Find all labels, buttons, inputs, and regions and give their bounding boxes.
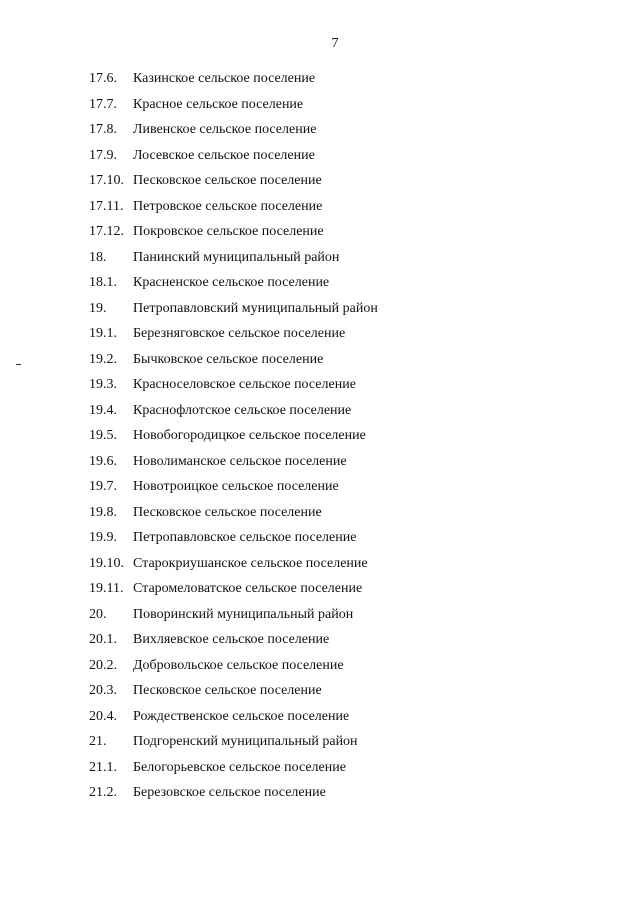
entry-name: Петропавловское сельское поселение — [133, 530, 357, 545]
entry-number: 21.2. — [89, 785, 117, 800]
list-item — [89, 678, 609, 704]
entry-number: 20.2. — [89, 657, 117, 673]
entry-name: Петровское сельское поселение — [133, 198, 323, 214]
entry-number: 19.3. — [89, 377, 117, 392]
list-item — [89, 755, 609, 781]
entry-name: Красненское сельское поселение — [133, 275, 330, 290]
entry-number: 17.6. — [89, 71, 117, 86]
list-item — [89, 270, 609, 296]
list-item — [89, 729, 609, 755]
list-item — [89, 296, 609, 322]
entry-name: Новотроицкое сельское поселение — [133, 479, 339, 494]
list-item — [89, 372, 609, 398]
settlement-list — [89, 66, 609, 806]
entry-number: 19.6. — [89, 453, 117, 469]
entry-number: 17.12. — [89, 224, 124, 239]
entry-number: 19.9. — [89, 530, 117, 545]
entry-number: 18.1. — [89, 275, 117, 290]
entry-number: 21.1. — [89, 759, 117, 775]
entry-name: Березняговское сельское поселение — [133, 326, 346, 341]
entry-name: Песковское сельское поселение — [133, 504, 322, 520]
entry-number: 19.11. — [89, 581, 124, 596]
list-item — [89, 168, 609, 194]
entry-number: 18. — [89, 249, 107, 265]
list-item — [89, 117, 609, 143]
entry-name: Подгоренский муниципальный район — [133, 734, 358, 749]
list-item — [89, 194, 609, 220]
list-item — [89, 219, 609, 245]
entry-number: 20.1. — [89, 632, 117, 647]
list-item — [89, 398, 609, 424]
list-item — [89, 449, 609, 475]
entry-name: Краснофлотское сельское поселение — [133, 402, 352, 418]
entry-name: Добровольское сельское поселение — [133, 657, 344, 673]
list-item — [89, 627, 609, 653]
entry-number: 17.8. — [89, 122, 117, 137]
entry-number: 20.4. — [89, 708, 117, 724]
page-number: 7 — [331, 36, 339, 51]
entry-number: 19.8. — [89, 504, 117, 520]
list-item — [89, 321, 609, 347]
entry-number: 19.1. — [89, 326, 117, 341]
entry-name: Белогорьевское сельское поселение — [133, 759, 346, 775]
entry-number: 17.10. — [89, 173, 124, 188]
entry-name: Новолиманское сельское поселение — [133, 453, 347, 469]
list-item — [89, 551, 609, 577]
list-item — [89, 423, 609, 449]
stray-mark — [16, 364, 21, 365]
entry-number: 19.5. — [89, 428, 117, 443]
entry-name: Казинское сельское поселение — [133, 71, 316, 86]
entry-name: Березовское сельское поселение — [133, 785, 326, 800]
list-item — [89, 704, 609, 730]
entry-name: Песковское сельское поселение — [133, 683, 322, 698]
entry-name: Лосевское сельское поселение — [133, 147, 315, 163]
entry-name: Красное сельское поселение — [133, 96, 304, 112]
entry-name: Новобогородицкое сельское поселение — [133, 428, 366, 443]
entry-number: 19. — [89, 300, 107, 316]
entry-name: Рождественское сельское поселение — [133, 708, 350, 724]
entry-number: 19.2. — [89, 351, 117, 367]
entry-number: 17.7. — [89, 96, 117, 112]
entry-number: 19.10. — [89, 555, 124, 571]
entry-number: 21. — [89, 734, 107, 749]
list-item — [89, 66, 609, 92]
entry-number: 20.3. — [89, 683, 117, 698]
list-item — [89, 143, 609, 169]
entry-name: Красноселовское сельское поселение — [133, 377, 356, 392]
entry-number: 20. — [89, 606, 107, 622]
entry-name: Поворинский муниципальный район — [133, 606, 354, 622]
entry-name: Покровское сельское поселение — [133, 224, 324, 239]
list-item — [89, 525, 609, 551]
entry-name: Ливенское сельское поселение — [133, 122, 317, 137]
entry-name: Старомеловатское сельское поселение — [133, 581, 363, 596]
list-item — [89, 576, 609, 602]
entry-number: 17.9. — [89, 147, 117, 163]
list-item — [89, 653, 609, 679]
entry-number: 19.7. — [89, 479, 117, 494]
entry-name: Петропавловский муниципальный район — [133, 300, 378, 316]
list-item — [89, 245, 609, 271]
list-item — [89, 780, 609, 806]
list-item — [89, 92, 609, 118]
entry-name: Вихляевское сельское поселение — [133, 632, 330, 647]
list-item — [89, 500, 609, 526]
entry-number: 17.11. — [89, 198, 124, 214]
entry-name: Старокриушанское сельское поселение — [133, 555, 368, 571]
list-item — [89, 474, 609, 500]
list-item — [89, 602, 609, 628]
entry-name: Панинский муниципальный район — [133, 249, 340, 265]
list-item — [89, 347, 609, 373]
entry-name: Бычковское сельское поселение — [133, 351, 324, 367]
entry-number: 19.4. — [89, 402, 117, 418]
entry-name: Песковское сельское поселение — [133, 173, 322, 188]
